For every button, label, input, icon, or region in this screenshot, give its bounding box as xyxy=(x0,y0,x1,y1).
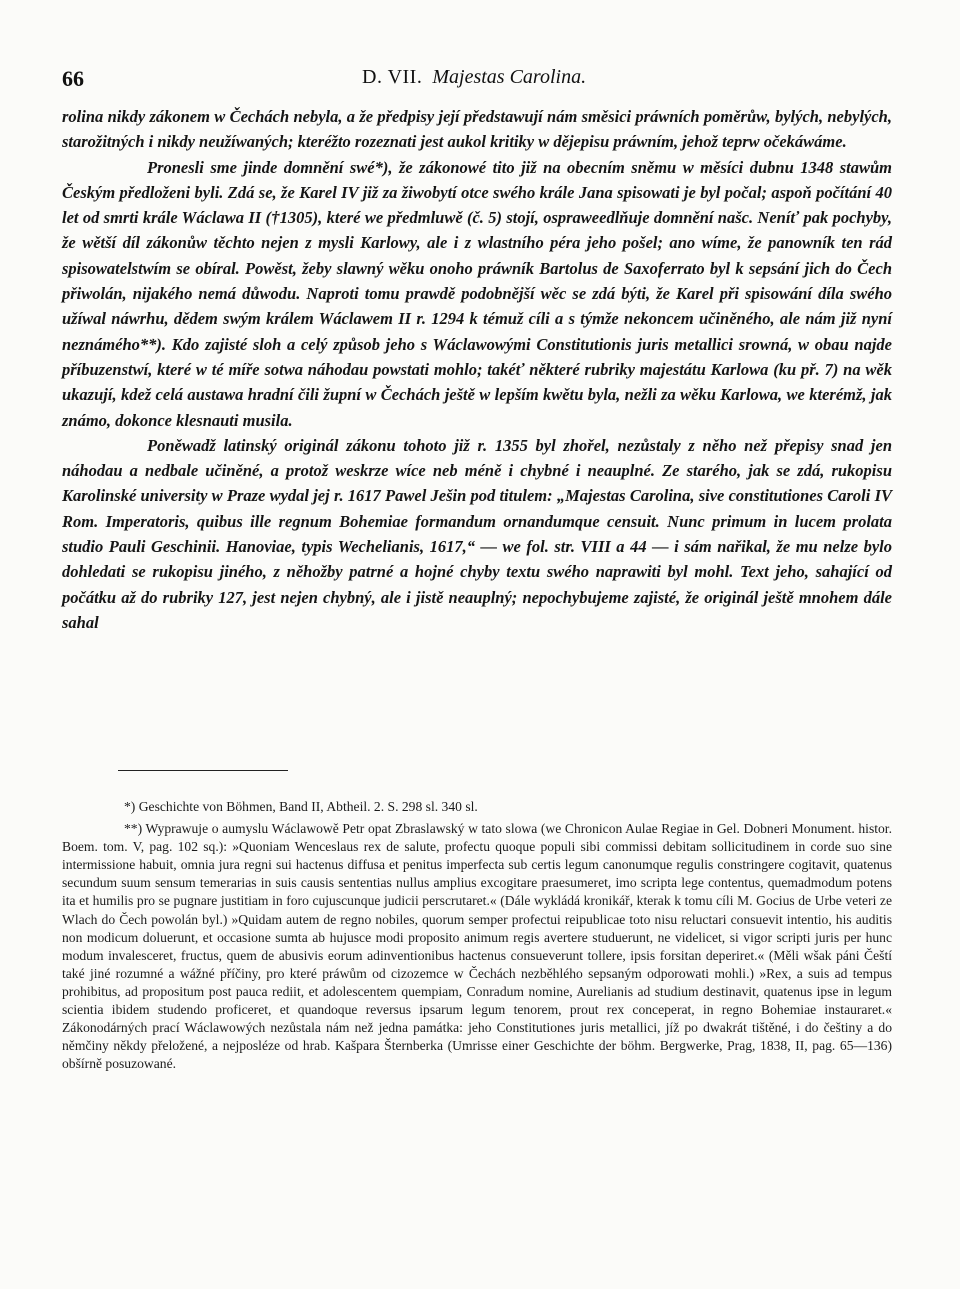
running-head xyxy=(362,66,586,89)
page-number: 66 xyxy=(62,66,84,91)
paragraph: rolina nikdy zákonem w Čechách nebyla, a že předpisy její předstawují nám směsici práwních poměrůw, bylých, nebylých, starožitných i nikdy neužíwaných; kteréžto rozeznati jest aukol kritiky w dějepisu práwním, jehož teprw očekáwáme. xyxy=(62,107,892,152)
section-number: D. VII. xyxy=(362,66,423,88)
footnote: *) Geschichte von Böhmen, Band II, Abtheil. 2. S. 298 sl. 340 sl. xyxy=(124,799,478,814)
running-title: Majestas Carolina. xyxy=(432,66,587,88)
main-text xyxy=(62,104,892,635)
paragraph: Pronesli sme jinde domnění swé*), že zákonowé tito již na obecním sněmu w měsíci dubnu 1348 stawům Českým předloženi byli. Zdá se, že Karel IV již za žiwobytí otce swého krále Jana spisowati je byl počal; aspoň počítání 40 let od smrti krále Wáclawa II (†1305), které we předmluwě (č. 5) stojí, ospraweedlňuje domnění našc. Neníť pak pochyby, že wětší díl zákonůw těchto nejen z mysli Karlowy, ale i z wlastního péra jeho pošel; ano wíme, že panowník ten rád spisowatelstwím se obíral. Powěst, žeby slawný wěku onoho práwník Bartolus de Saxoferrato byl k sepsání jich do Čech přiwolán, nijakého nemá důwodu. Naproti tomu prawdě podobnější wěc se zdá býti, že Karel při spisowání díla swého užíwal náwrhu, dědem swým králem Wáclawem II r. 1294 k témuž cíli a s týmže nekoncem učiněného, ale nám již nyní neznámého**). Kdo zajisté sloh a celý způsob jeho s Wáclawowými Constitutionis juris metallici srowná, w obau najde příbuzenstwí, které w té míře sotwa náhodau powstati mohlo; takéť některé rubriky majestátu Karlowa (ku př. 7) na wěk ukazují, kdež celá austawa hradní čili župní w Čechách ještě w lepším kwětu byla, nežli za wěku Karlowa, we kterémž, jak známo, dokonce klesnauti musila. xyxy=(62,157,892,430)
page-header xyxy=(62,66,894,96)
paragraph: Poněwadž latinský originál zákonu tohoto již r. 1355 byl zhořel, nezůstaly z něho než přepisy snad jen náhodau a nedbale učiněné, a protož weskrze wíce neb méně i chybné i neauplné. Ze starého, jak se zdá, rukopisu Karolinské university w Praze wydal jej r. 1617 Pawel Ješin pod titulem: „Majestas Carolina, sive constitutiones Caroli IV Rom. Imperatoris, quibus ille regnum Bohemiae formandum ornandumque censuit. Nunc primum in lucem prolata studio Pauli Geschinii. Hanoviae, typis Wechelianis, 1617,“ — we fol. str. VIII a 44 — i sám nařikal, že mu nelze bylo dohledati se rukopisu jiného, z něhožby patrné a hojné chyby textu swého naprawiti byl mohl. Text jeho, sahající od počátku až do rubriky 127, jest nejen chybný, ale i jistě neauplný; nepochybujeme zajisté, že originál ještě mnohem dále sahal xyxy=(62,435,892,632)
footnote-rule xyxy=(118,770,288,771)
footnotes xyxy=(62,798,892,1073)
footnote: **) Wyprawuje o aumyslu Wáclawowě Petr opat Zbraslawský w tato slowa (we Chronicon Aulae Regiae in Gel. Dobneri Monument. histor. Boem. tom. V, pag. 102 sq.): »Quoniam Wenceslaus rex de salute, profectu quoque populi sibi commissi debitam sollicitudinem in corde suo sine intermissione habuit, omnia jura regni sui hactenus diffusa et penitus imperfecta sub certis legum canonumque regulis constringere cogitavit, quatenus secundum suum sensum temerarias in suis causis sententias nullus amplius excogitare praesumeret, imo scripta lege contentus, quemadmodum potens ita et humilis pro se pugnare justitiam in foro cujuscunque judicii perscrutaret.« (Dále wykládá kronikář, kterak k tomu cíli M. Gocius de Urbe veteri ze Wlach do Čech powolán byl.) »Quidam autem de regno nobiles, quorum semper profectui reipublicae toto nisu reluctari consuevit intentio, his auditis non modicum doluerunt, et occasione sumta ab hujusce modi proposito animum regis avertere studuerunt, ne videlicet, si vigor scripti juris per hunc modum invalesceret, fructus, quem de abusivis eorum adinventionibus hactenus consueverunt tollere, ipsis forsitan deperiret.« (Měli wšak páni Čeští také jiné rozumné a wážné příčiny, pro které práwům od cizozemce w Čechách nezběhlého sepsaným odporowati mohli.) »Rex, a suis ad tempus prohibitus, ad propositum post pauca rediit, et adolescentem quempiam, Conradum nomine, Aurelianis ad studium destinavit, quatenus ipse in legum scientia ibidem studendo proficeret, et quandoque reversus ipsarum legum tenorem, prout rex conceperat, in regno Bohemiae instauraret.« Zákonodárných prací Wáclawowých nezůstala nám než jedna památka: jeho Constitutiones juris metallici, jíž po dwakrát tištěné, i do češtiny a do němčiny někdy přeložené, a nejposléze od hrab. Kašpara Šternberka (Umrisse einer Geschichte der böhm. Bergwerke, Prag, 1838, II, pag. 65—136) obšírně posuzowané. xyxy=(62,821,892,1072)
